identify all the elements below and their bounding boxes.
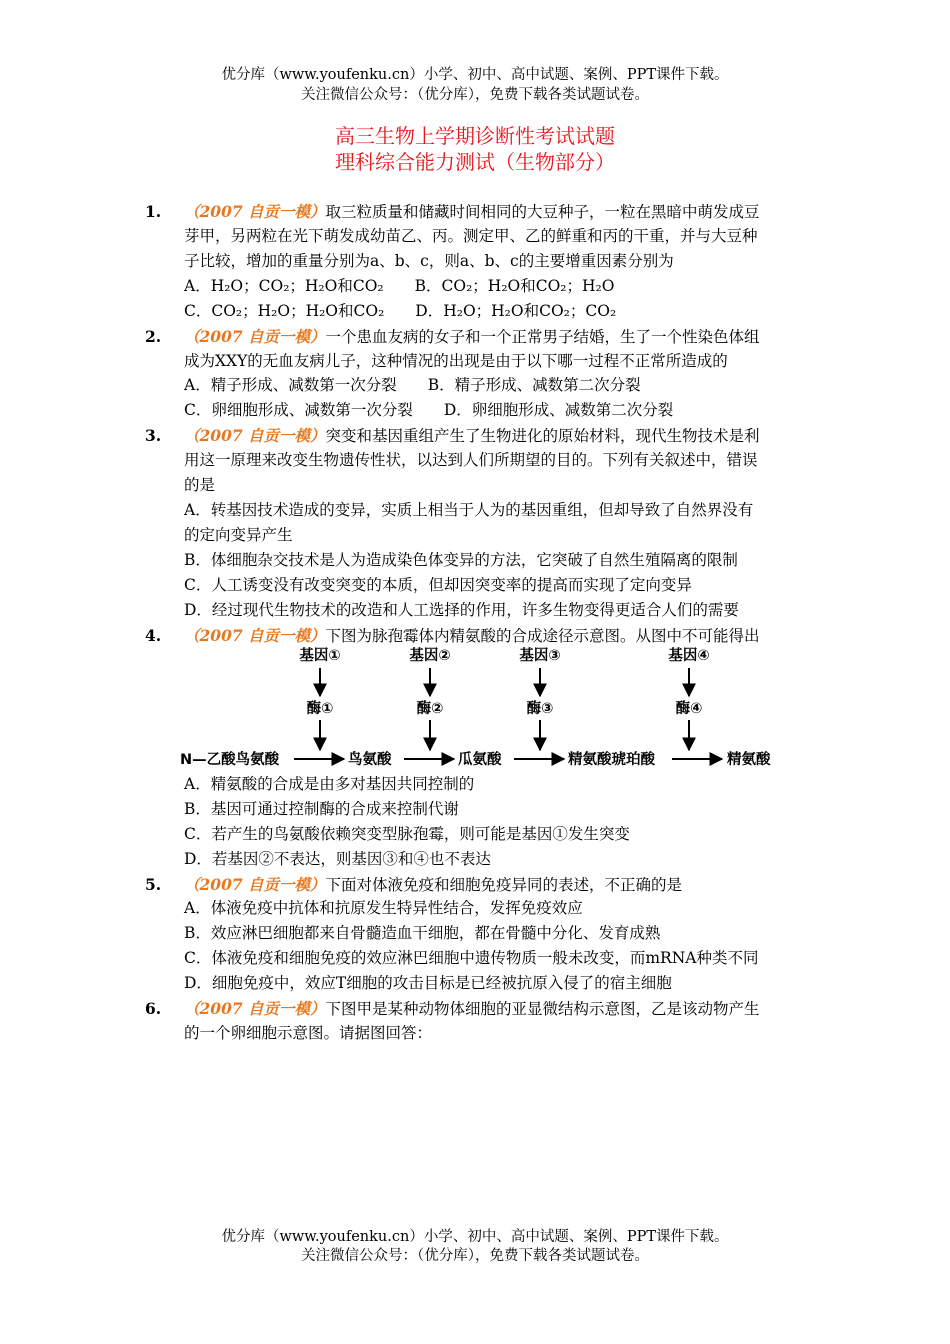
source-tag: （2007 自贡一模）	[184, 626, 326, 645]
question-stem-line: （2007 自贡一模）下图为脉孢霉体内精氨酸的合成途径示意图。从图中不可能得出	[184, 626, 760, 645]
question-stem-line: 的一个卵细胞示意图。请据图回答：	[184, 1024, 433, 1042]
answer-option: 的定向变异产生	[184, 526, 293, 544]
question-stem-line: 子比较，增加的重量分别为a、b、c，则a、b、c的主要增重因素分别为	[184, 252, 674, 270]
question-stem-line: （2007 自贡一模）下面对体液免疫和细胞免疫异同的表述，不正确的是	[184, 875, 683, 894]
question-stem-line: （2007 自贡一模）取三粒质量和储藏时间相同的大豆种子，一粒在黑暗中萌发成豆	[184, 202, 760, 221]
compound-argininosuccinate: 精氨酸琥珀酸	[568, 752, 655, 768]
arginine-pathway-diagram	[180, 642, 800, 770]
question-number: 3.	[145, 426, 162, 445]
source-tag: （2007 自贡一模）	[184, 999, 326, 1018]
source-tag: （2007 自贡一模）	[184, 875, 326, 894]
answer-option: C．若产生的鸟氨酸依赖突变型脉孢霉，则可能是基因①发生突变	[184, 825, 630, 843]
question-number: 2.	[145, 327, 162, 346]
gene-label-1: 基因①	[299, 648, 341, 664]
source-tag: （2007 自贡一模）	[184, 426, 326, 445]
answer-option: A．H₂O；CO₂；H₂O和CO₂ B．CO₂；H₂O和CO₂；H₂O	[184, 277, 615, 295]
enzyme-label-2: 酶②	[416, 701, 444, 717]
answer-option: A．精氨酸的合成是由多对基因共同控制的	[184, 775, 475, 793]
page-subtitle: 理科综合能力测试（生物部分）	[335, 150, 615, 174]
answer-option: D．细胞免疫中，效应T细胞的攻击目标是已经被抗原入侵了的宿主细胞	[184, 974, 672, 992]
answer-option: C．CO₂；H₂O；H₂O和CO₂ D．H₂O；H₂O和CO₂；CO₂	[184, 302, 617, 320]
answer-option: B．基因可通过控制酶的合成来控制代谢	[184, 800, 459, 818]
answer-option: B．体细胞杂交技术是人为造成染色体变异的方法，它突破了自然生殖隔离的限制	[184, 551, 738, 569]
answer-option: B．效应淋巴细胞都来自骨髓造血干细胞，都在骨髓中分化、发育成熟	[184, 924, 661, 942]
answer-option: C．人工诱变没有改变突变的本质，但却因突变率的提高而实现了定向变异	[184, 576, 692, 594]
question-number: 1.	[145, 202, 162, 221]
answer-option: A．体液免疫中抗体和抗原发生特异性结合，发挥免疫效应	[184, 899, 583, 917]
enzyme-label-1: 酶①	[306, 701, 334, 717]
footer-line-1: 优分库（www.youfenku.cn）小学、初中、高中试题、案例、PPT课件下载。	[221, 1229, 729, 1245]
footer-line-2: 关注微信公众号：（优分库），免费下载各类试题试卷。	[301, 1248, 649, 1264]
enzyme-label-4: 酶④	[675, 701, 703, 717]
source-tag: （2007 自贡一模）	[184, 327, 326, 346]
question-stem-line: （2007 自贡一模）突变和基因重组产生了生物进化的原始材料，现代生物技术是利	[184, 426, 760, 445]
question-stem-line: 用这一原理来改变生物遗传性状，以达到人们所期望的目的。下列有关叙述中，错误	[184, 451, 758, 469]
question-number: 4.	[145, 626, 162, 645]
answer-option: A．精子形成、减数第一次分裂 B．精子形成、减数第二次分裂	[184, 376, 641, 394]
gene-label-2: 基因②	[409, 648, 451, 664]
compound-citrulline: 瓜氨酸	[458, 752, 502, 768]
answer-option: D．若基因②不表达，则基因③和④也不表达	[184, 850, 491, 868]
question-number: 5.	[145, 875, 162, 894]
compound-arginine: 精氨酸	[727, 752, 771, 768]
answer-option: D．经过现代生物技术的改造和人工选择的作用，许多生物变得更适合人们的需要	[184, 601, 739, 619]
header-line-2: 关注微信公众号：（优分库），免费下载各类试题试卷。	[301, 87, 649, 103]
compound-n-acetylornithine: N—乙酸鸟氨酸	[180, 752, 280, 768]
compound-ornithine: 鸟氨酸	[348, 752, 392, 768]
question-stem-line: （2007 自贡一模）一个患血友病的女子和一个正常男子结婚，生了一个性染色体组	[184, 327, 760, 346]
question-stem-line: 芽甲，另两粒在光下萌发成幼苗乙、丙。测定甲、乙的鲜重和丙的干重，并与大豆种	[184, 227, 758, 245]
question-stem-line: 成为XXY的无血友病儿子，这种情况的出现是由于以下哪一过程不正常所造成的	[184, 352, 728, 370]
source-tag: （2007 自贡一模）	[184, 202, 326, 221]
answer-option: C．卵细胞形成、减数第一次分裂 D．卵细胞形成、减数第二次分裂	[184, 401, 674, 419]
gene-label-4: 基因④	[668, 648, 710, 664]
gene-label-3: 基因③	[519, 648, 561, 664]
question-stem-line: 的是	[184, 476, 216, 494]
answer-option: C．体液免疫和细胞免疫的效应淋巴细胞中遗传物质一般未改变，而mRNA种类不同	[184, 949, 759, 967]
question-stem-line: （2007 自贡一模）下图甲是某种动物体细胞的亚显微结构示意图，乙是该动物产生	[184, 999, 760, 1018]
enzyme-label-3: 酶③	[526, 701, 554, 717]
header-line-1: 优分库（www.youfenku.cn）小学、初中、高中试题、案例、PPT课件下载。	[221, 67, 729, 83]
question-number: 6.	[145, 999, 162, 1018]
answer-option: A．转基因技术造成的变异，实质上相当于人为的基因重组，但却导致了自然界没有	[184, 501, 754, 519]
page-title: 高三生物上学期诊断性考试试题	[335, 124, 615, 148]
